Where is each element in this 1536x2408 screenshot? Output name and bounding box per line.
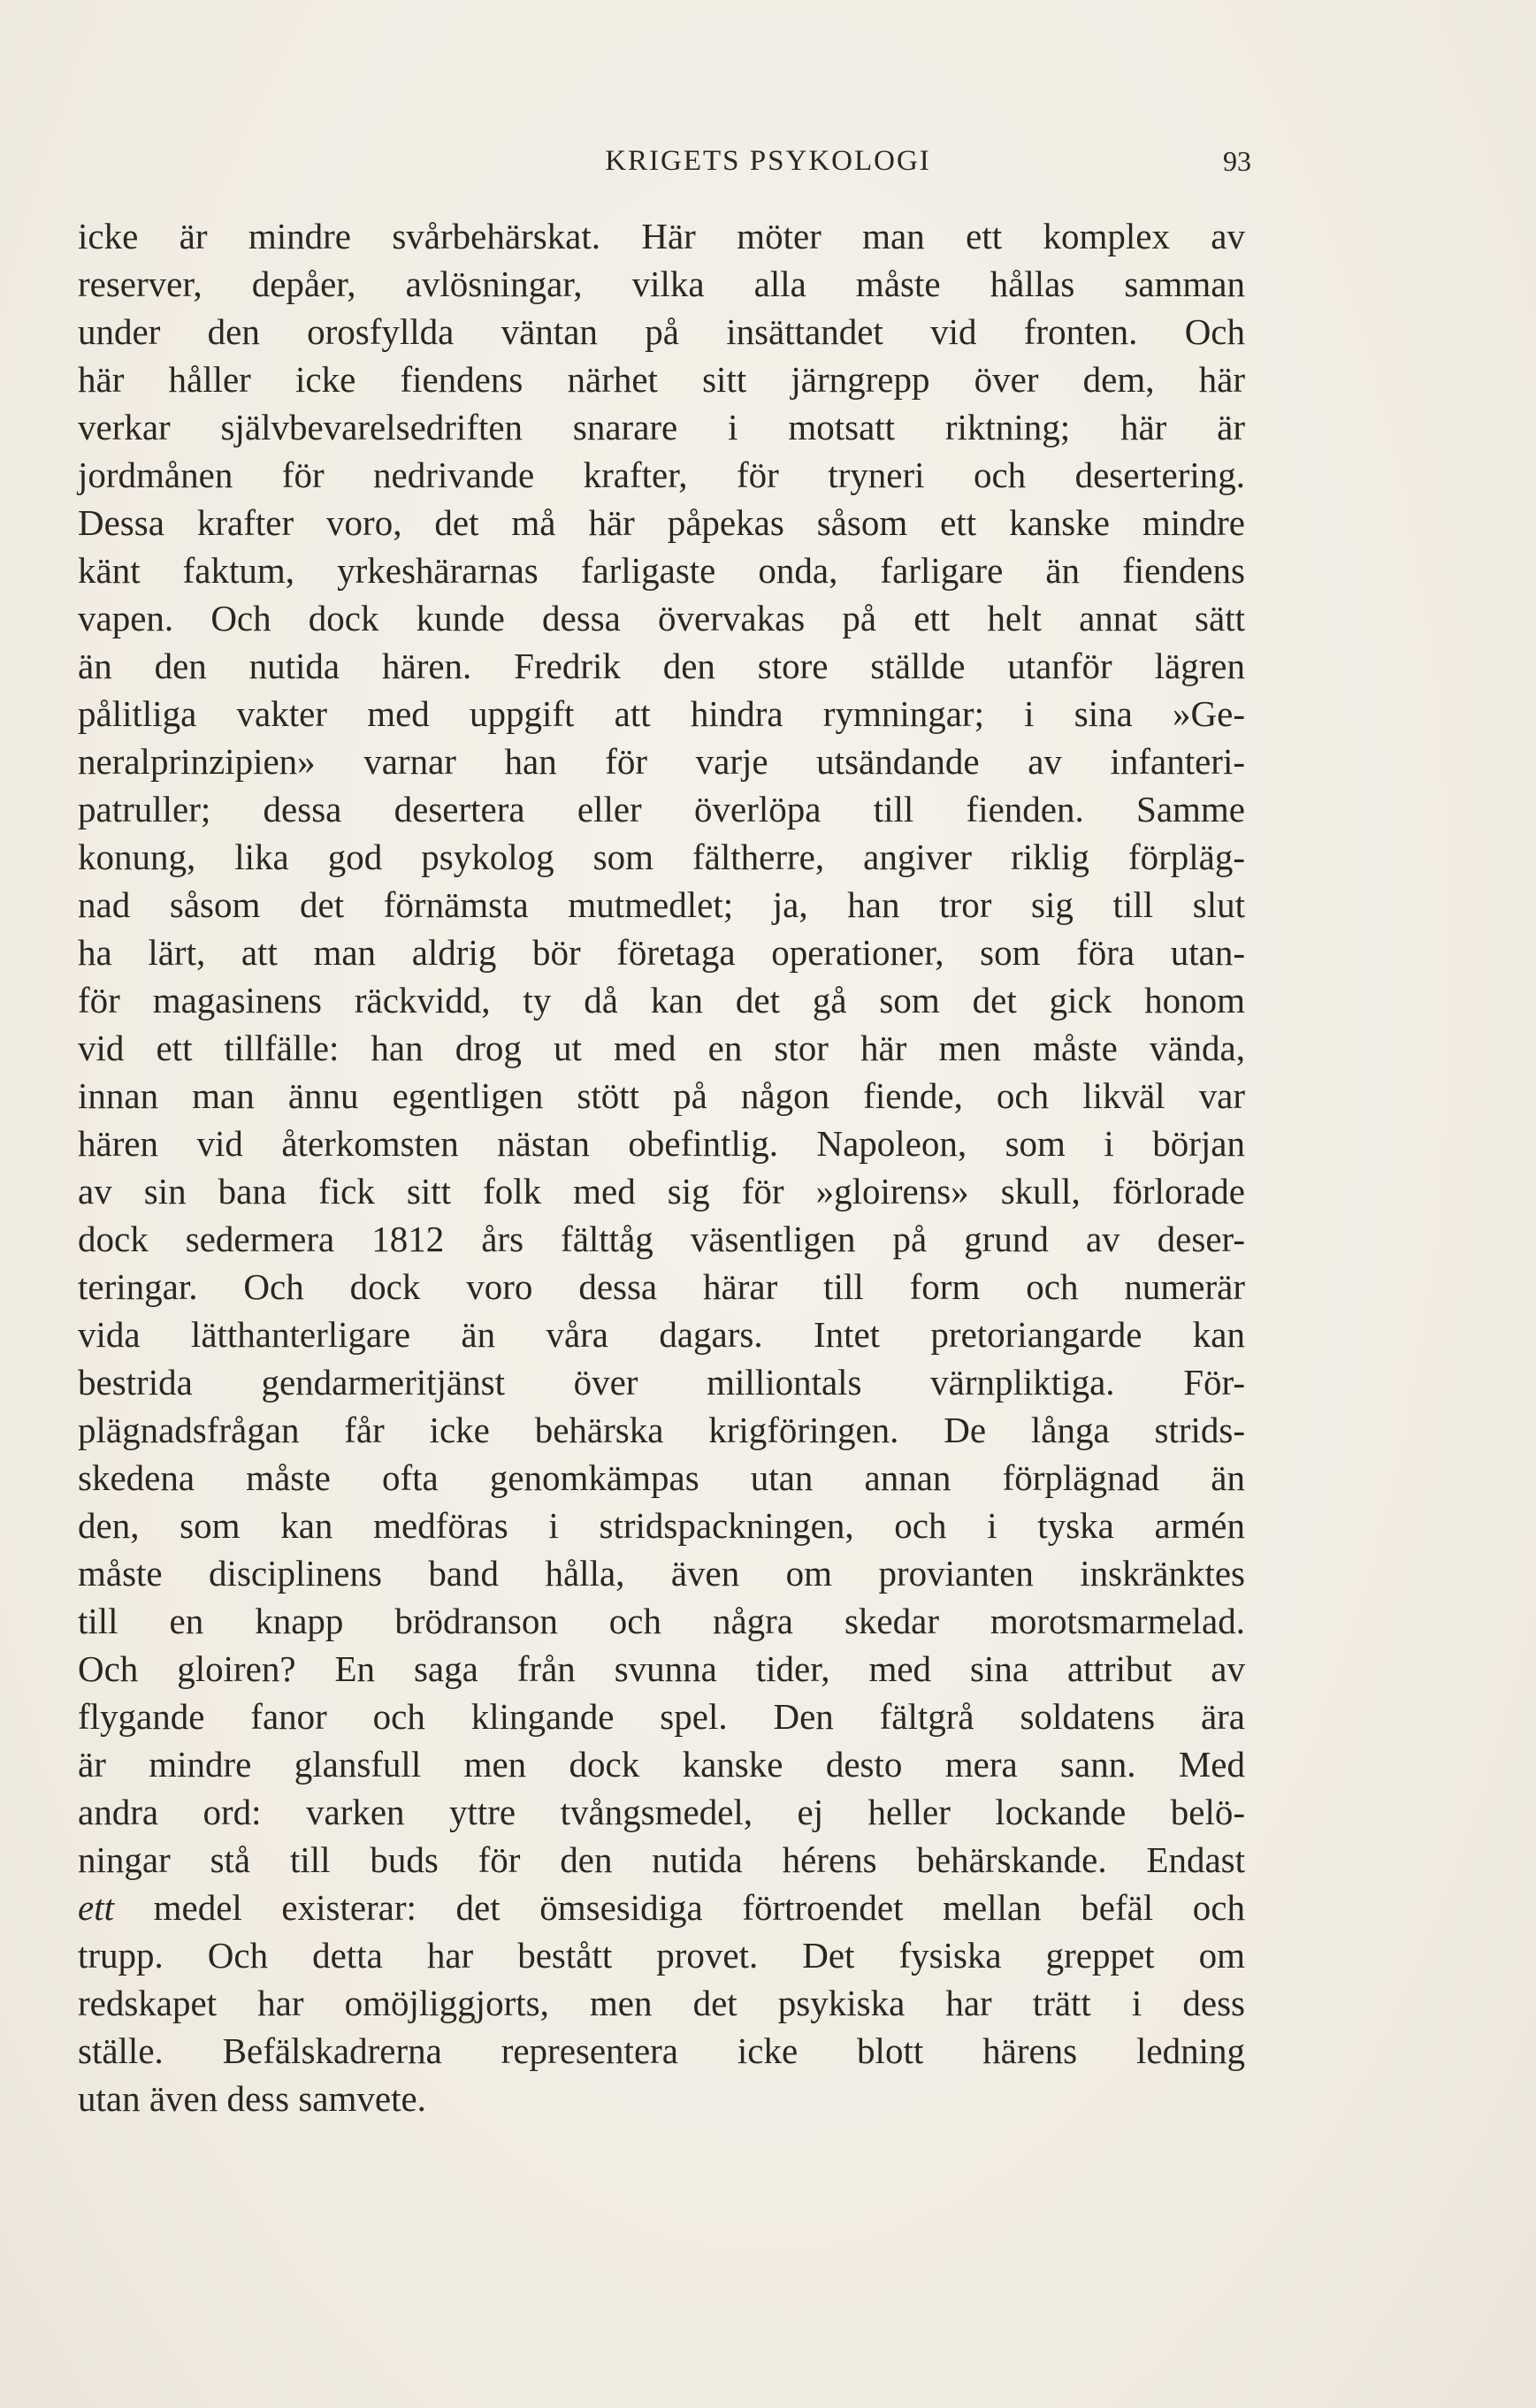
text-line: under den orosfyllda väntan på insättandet vid fronten. Och xyxy=(78,311,1245,352)
text-line: är mindre glansfull men dock kanske desto mera sann. Med xyxy=(78,1744,1245,1785)
text-line: måste disciplinens band hålla, även om provianten inskränktes xyxy=(78,1553,1245,1594)
text-line: flygande fanor och klingande spel. Den fältgrå soldatens ära xyxy=(78,1696,1245,1737)
text-line: känt faktum, yrkeshärarnas farligaste onda, farligare än fiendens xyxy=(78,550,1245,591)
text-line: skedena måste ofta genomkämpas utan annan förplägnad än xyxy=(78,1457,1245,1498)
text-line: plägnadsfrågan får icke behärska krigföringen. De långa strids- xyxy=(78,1410,1245,1450)
text-line: innan man ännu egentligen stött på någon fiende, och likväl var xyxy=(78,1075,1245,1116)
text-line: konung, lika god psykolog som fältherre, angiver riklig förpläg- xyxy=(78,837,1245,877)
italic-word: ett xyxy=(78,1887,114,1928)
text-line: patruller; dessa desertera eller överlöpa till fienden. Samme xyxy=(78,789,1245,829)
text-line: för magasinens räckvidd, ty då kan det gå som det gick honom xyxy=(78,980,1245,1021)
text-line: Dessa krafter voro, det må här påpekas såsom ett kanske mindre xyxy=(78,502,1245,543)
text-line: vid ett tillfälle: han drog ut med en stor här men måste vända, xyxy=(78,1028,1245,1068)
text-line: dock sedermera 1812 års fälttåg väsentligen på grund av deser- xyxy=(78,1219,1245,1259)
page-number: 93 xyxy=(1223,145,1251,177)
text-line: av sin bana fick sitt folk med sig för »gloirens» skull, förlorade xyxy=(78,1171,1245,1212)
text-line-italic-start xyxy=(78,1884,1245,1931)
text-line: trupp. Och detta har bestått provet. Det fysiska greppet om xyxy=(78,1935,1245,1976)
text-line: vapen. Och dock kunde dessa övervakas på ett helt annat sätt xyxy=(78,598,1245,638)
text-line: teringar. Och dock voro dessa härar till form och numerär xyxy=(78,1266,1245,1307)
text-line: ningar stå till buds för den nutida hérens behärskande. Endast xyxy=(78,1839,1245,1880)
text-line: än den nutida hären. Fredrik den store ställde utanför lägren xyxy=(78,646,1245,686)
text-line: andra ord: varken yttre tvångsmedel, ej heller lockande belö- xyxy=(78,1792,1245,1832)
text-line: verkar självbevarelsedriften snarare i motsatt riktning; här är xyxy=(78,407,1245,447)
text-line-last: utan även dess samvete. xyxy=(78,2078,426,2119)
text-line: bestrida gendarmeritjänst över milliontals värnpliktiga. För- xyxy=(78,1362,1245,1403)
body-text xyxy=(78,212,1245,2122)
text-line: ställe. Befälskadrerna representera icke blott härens ledning xyxy=(78,2030,1245,2071)
text-line: reserver, depåer, avlösningar, vilka alla måste hållas samman xyxy=(78,264,1245,304)
text-line: jordmånen för nedrivande krafter, för tryneri och desertering. xyxy=(78,455,1245,495)
running-head xyxy=(0,141,1536,180)
text-line: ha lärt, att man aldrig bör företaga operationer, som föra utan- xyxy=(78,932,1245,973)
text-line: neralprinzipien» varnar han för varje utsändande av infanteri- xyxy=(78,741,1245,782)
text-line: här håller icke fiendens närhet sitt järngrepp över dem, här xyxy=(78,359,1245,400)
text-line: hären vid återkomsten nästan obefintlig. Napoleon, som i början xyxy=(78,1123,1245,1164)
text-line: redskapet har omöjliggjorts, men det psykiska har trätt i dess xyxy=(78,1983,1245,2023)
text-line: vida lätthanterligare än våra dagars. Intet pretoriangarde kan xyxy=(78,1314,1245,1355)
text-line: den, som kan medföras i stridspackningen, och i tyska armén xyxy=(78,1505,1245,1546)
running-title: KRIGETS PSYKOLOGI xyxy=(605,145,931,177)
text-line: nad såsom det förnämsta mutmedlet; ja, han tror sig till slut xyxy=(78,884,1245,925)
text-line: pålitliga vakter med uppgift att hindra rymningar; i sina »Ge- xyxy=(78,693,1245,734)
text-line: Och gloiren? En saga från svunna tider, med sina attribut av xyxy=(78,1648,1245,1689)
text-line: icke är mindre svårbehärskat. Här möter man ett komplex av xyxy=(78,216,1245,256)
text-line: till en knapp brödranson och några skedar morotsmarmelad. xyxy=(78,1601,1245,1641)
text-line-rest: medel existerar: det ömsesidiga förtroendet mellan befäl och xyxy=(153,1887,1246,1928)
